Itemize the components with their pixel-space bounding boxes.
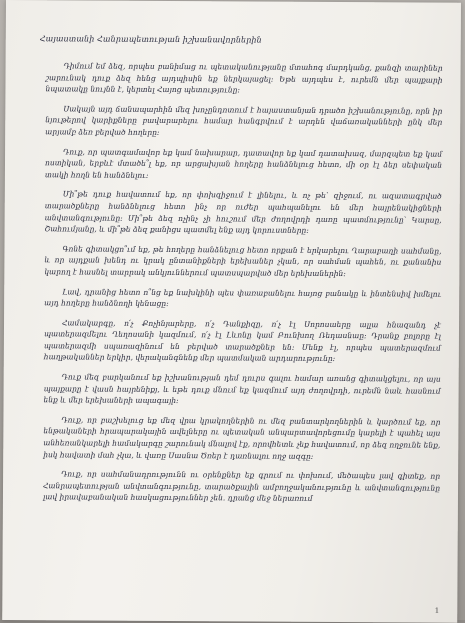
paragraph: Դուք, որ բաշխելուց եք մեզ վրա կրակողներին ու մեզ բանտարկողներին և կարծում եք, որ ենթակաների հրապարակային ավելները ու պետական անպարտավորեցումը կարելի է պահել այս անհեռանկարելի համակարգը շարունակ մնալով էք, որովհետև չեք հավատում, որ ձեզ ողջունե ենք, իսկ հավատի մահ չկա, և վառը Սասնա Ծռեր է դառնալու ողջ ազգը: [43, 415, 441, 461]
paragraph: Դուք, որ սահմանադրությունն ու օրենքներ եք գրում ու փոխում, մեծապես լավ գիտեք, որ Հանրապետության անվտանգությունը, տարածքային ամբողջականությունը և անվտանգությունը լավ իրավաբանական հասկացություններ չեն. դրանց մեջ ներառում [42, 469, 441, 504]
paragraph: Դուք, որ պատգամավոր եք կամ նախարար, դատավոր եք կամ դատախազ, մարզպետ եք կամ ոստիկան, երբևէ մտածե՞լ եք, որ արցախյան հողերը հանձնելուց հետո, մի օր էլ ձեր սեփական տակի հողն են հանձնելու: [44, 146, 443, 180]
paragraph: Մի՞թե դուք հավատում եք, որ փոխզիջում է լինելու, և ոչ թե՝ զիջում, ու ազատագրված տարածքները հանձնելուց հետո ինչ որ ուժեր պահպանելու են մեր հայրենակիցների անվտանգությունը: Մի՞թե ձեզ ոչինչ չի հուշում մեր ժողովրդի դառը պատմությունը՝ Կարսը, Շահումյանը, և մի՞թե ձեզ քանիցս պատմել ենք այդ կորուստները: [44, 189, 442, 235]
document-page [2, 0, 461, 623]
page-number: 1 [434, 606, 440, 615]
paragraph: Լավ, դրանից հետո ո՞նց եք նախկինի պես փառաբանելու հայոց բանակը և ինտենսիվ խմելու այդ հողերը հանձնողի կենացը: [44, 286, 442, 309]
paragraph: Գոնե գիտակցո՞ւմ եք, թե հողերը հանձնելուց հետո որքան է երկարելու Ղարաբաղի սահմանը, և որ այդքան խենդ ու կրակ ընտանիքների երեխաներ չկան, որ սահման պահեն, ու քանանիս կարող է հասնել տարրակ անկյուններում պատսպարված մեր երեխաներին: [44, 244, 442, 278]
paragraph: Համակարգը, ո՛չ Քոչինյարերը, ո՛չ Դանքիզը, ո՛չ էլ Սորոսաերը ալլա հնազանդ չէ պատերազմելու Ղեղոսանի կազմում, ո՛չ էլ Լևոնը կամ Բունխող Ռեդասնաը: Դրանք բոլորը էլ պատերազմի սպառազինում են բերված տարածքներ են: Մենք էլ, որպես պատերազմում հաղթականներ երկիր, վերականգնենք մեր պատմական արդարությունը: [43, 318, 442, 364]
paragraph: Դիմում եմ ձեզ, որպես բանիմաց ու պետականությանը մտահոգ մարդկանց, քանզի տարիներ շարունակ դուք ձեզ հենց այդպիսին եք ներկայացել: Եթե այդպես է, ուրեմն մեր պայքարի նպատակը նույնն է, կերտել Հայոց պետությունը: [45, 61, 443, 95]
paragraph: Դուք մեզ բարկանում եք իշխանության դեմ դուրս գալու համար առանց գիտակցելու, որ այս պայքարը է վասն հայրենիքյ, և եթե դուք մնում եք կազմում այդ ժողովրդի, ուրեմն նաև հասնում ենք և մեր երեխաների ապագայի: [43, 372, 441, 406]
paragraph: Սակայն այդ ճանապարհին մեզ խոչընդոտում է հայաստանյան դրածո իշխանությունը, որն իր նյութերով կարիքները բավարարելու համար հանգրվում է արդեն վաճառականների ընկ մեր արյամբ ձեռ բերված հողերը: [45, 104, 443, 137]
document-title: Հայաստանի Հանրապետության իշխանավորներին [39, 34, 262, 45]
document-body [43, 60, 443, 513]
